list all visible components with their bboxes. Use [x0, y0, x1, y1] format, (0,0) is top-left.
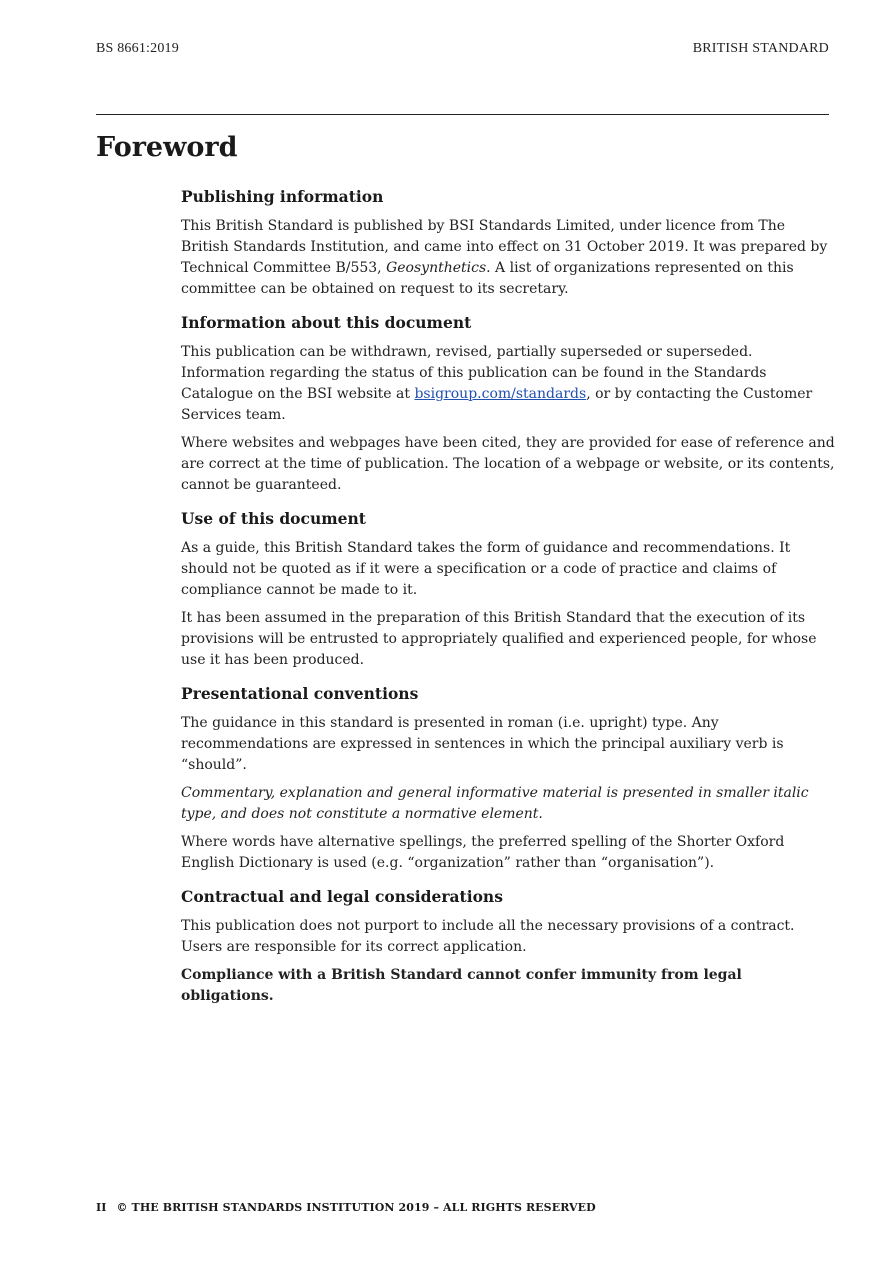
foreword-content	[181, 186, 836, 1019]
copyright-notice: © THE BRITISH STANDARDS INSTITUTION 2019 – ALL RIGHTS RESERVED	[116, 1201, 596, 1214]
spelling-paragraph: Where words have alternative spellings, the preferred spelling of the Shorter Oxford English Dictionary is used (e.g. “organization” rather than “organisation”).	[181, 834, 785, 871]
header-standard-type: BRITISH STANDARD	[692, 41, 829, 56]
text-span: . A list of organizations represented on this committee can be obtained on request to its secretary.	[181, 260, 794, 297]
roman-type-paragraph: The guidance in this standard is presented in roman (i.e. upright) type. Any recommendations are expressed in sentences in which the principal auxiliary verb is “should”.	[181, 715, 784, 773]
compliance-statement: Compliance with a British Standard cannot confer immunity from legal obligations.	[181, 967, 742, 1004]
text-span: This publication can be withdrawn, revised, partially superseded or superseded. Information regarding the status of this publication can be found in the Standards Catalogue on the BSI website at	[181, 344, 767, 402]
websites-paragraph: Where websites and webpages have been cited, they are provided for ease of reference and are correct at the time of publication. The location of a webpage or website, or its contents, cannot be guaranteed.	[181, 435, 835, 493]
publishing-paragraph	[181, 216, 836, 300]
text-span: , or by contacting the Customer Services team.	[181, 386, 813, 423]
committee-name: Geosynthetics	[386, 260, 487, 276]
commentary-paragraph: Commentary, explanation and general informative material is presented in smaller italic type, and does not constitute a normative element.	[181, 785, 809, 822]
bsi-standards-link[interactable]: bsigroup.com/standards	[414, 386, 587, 402]
section-heading: Information about this document	[181, 313, 472, 332]
header-standard-number: BS 8661:2019	[96, 41, 179, 56]
section-heading: Presentational conventions	[181, 684, 419, 703]
status-paragraph	[181, 342, 836, 426]
provisions-paragraph: This publication does not purport to include all the necessary provisions of a contract. Users are responsible for its correct application.	[181, 918, 795, 955]
guidance-paragraph: As a guide, this British Standard takes the form of guidance and recommendations. It should not be quoted as if it were a specification or a code of practice and claims of compliance cannot be made to it.	[181, 540, 791, 598]
page-number: II	[96, 1201, 107, 1214]
header-divider	[96, 114, 829, 115]
section-heading: Publishing information	[181, 187, 384, 206]
section-heading: Contractual and legal considerations	[181, 887, 503, 906]
section-information-about-document	[181, 312, 836, 496]
page-title: Foreword	[96, 132, 238, 163]
section-publishing-information	[181, 186, 836, 300]
section-contractual-legal	[181, 886, 836, 1007]
text-span: This British Standard is published by BSI Standards Limited, under licence from The British Standards Institution, and came into effect on 31 October 2019. It was prepared by Technical Committee B/553,	[181, 218, 828, 276]
page-footer	[96, 1201, 596, 1214]
assumption-paragraph: It has been assumed in the preparation of this British Standard that the execution of its provisions will be entrusted to appropriately qualified and experienced people, for whose use it has been produced.	[181, 610, 817, 668]
section-use-of-document	[181, 508, 836, 671]
section-presentational-conventions	[181, 683, 836, 874]
section-heading: Use of this document	[181, 509, 366, 528]
